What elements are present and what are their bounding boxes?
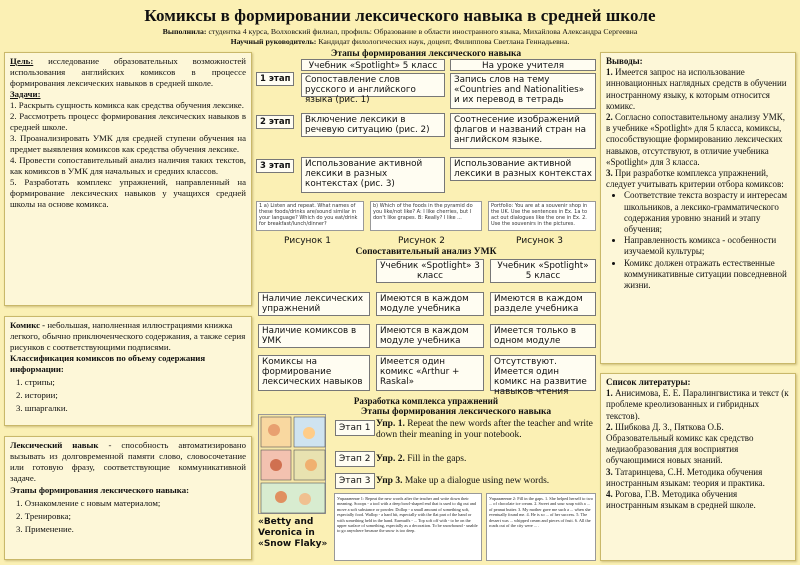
skill-panel bbox=[4, 436, 252, 560]
exercises-subtitle: Этапы формирования лексического навыка bbox=[360, 407, 552, 417]
conclusions-panel bbox=[600, 52, 796, 364]
literature-number: 2. bbox=[606, 421, 613, 432]
comparison-row-label: Наличие комиксов в УМК bbox=[258, 324, 370, 348]
stage-label: 3 этап bbox=[256, 159, 294, 173]
criteria-item: • Направленность комикса - особенности изучаемой культуры; bbox=[624, 235, 790, 257]
stages-col-header: Учебник «Spotlight» 5 класс bbox=[301, 59, 445, 71]
figure-1-caption: Рисунок 1 bbox=[284, 236, 331, 246]
literature-item bbox=[606, 489, 790, 511]
literature-text: Шибкова Д. З., Пяткова О.Б. Образовательный комикс как средство медиаобразования для восприятия обучающимися новых знаний. bbox=[606, 421, 754, 466]
figure-2-image: b) Which of the foods in the pyramid do you like/not like? A: I like cherries, but I don't like grapes. B: Really? I like ... bbox=[370, 201, 482, 231]
exercise-stage-label: Этап 2 bbox=[335, 451, 375, 467]
literature-text: Татаринцева, С.Н. Методика обучения иностранным языкам: теория и практика. bbox=[606, 466, 765, 488]
stage-label: 1 этап bbox=[256, 72, 294, 86]
task-item: 4. Провести сопоставительный анализ наличия таких текстов, как комиксов в УМК для начальных и средних классов. bbox=[10, 155, 246, 176]
exercise-2-sheet: Упражнение 2: Fill in the gaps. 1. She helped herself to two ... of chocolate ice cream. 2. Sweet and sour soup with a ... of peanut butter. 3. My mother gave me such a ... when she eventually found me. 4. He is so ... of her success. 5. The dessert was ... whipped cream and pieces of fruit. 6. All the roads out of the city were ... . bbox=[486, 493, 596, 561]
comparison-row-label: Комиксы на формирование лексических навыков bbox=[258, 355, 370, 391]
exercise-stage-label: Этап 3 bbox=[335, 473, 375, 489]
tasks-label: Задачи: bbox=[10, 89, 41, 99]
class-item: 1. стрипы; bbox=[16, 377, 55, 387]
supervisor-label: Научный руководитель: bbox=[230, 37, 317, 46]
task-item: 2. Рассмотреть процесс формирования лексических навыков в средней школе. bbox=[10, 111, 246, 132]
comparison-col-header: Учебник «Spotlight» 5 класс bbox=[490, 259, 596, 283]
author-label: Выполнила: bbox=[162, 27, 207, 36]
figure-2-caption: Рисунок 2 bbox=[398, 236, 445, 246]
stages-cell: Использование активной лексики в разных контекстах bbox=[450, 157, 596, 181]
exercise-text: Fill in the gaps. bbox=[407, 454, 467, 464]
author-line bbox=[0, 27, 800, 37]
exercise-text: Make up a dialogue using new words. bbox=[404, 476, 550, 486]
stage-label: 2 этап bbox=[256, 115, 294, 129]
supervisor-text: Кандидат филологических наук, доцент, Филиппова Светлана Геннадьевна. bbox=[318, 37, 570, 46]
exercise-stage-label: Этап 1 bbox=[335, 420, 375, 436]
literature-item bbox=[606, 388, 790, 422]
conclusion-number: 1. bbox=[606, 67, 613, 78]
exercise-number: Упр. 2. bbox=[376, 454, 405, 464]
exercises-section bbox=[256, 396, 596, 562]
task-item: 1. Раскрыть сущность комикса как средства обучения лексике. bbox=[10, 100, 244, 110]
figure-1-image: 1 a) Listen and repeat. What names of these foods/drinks are/sound similar in your language? Which do you eat/drink for breakfast/lunch/dinner? bbox=[256, 201, 364, 231]
class-item: 3. шпаргалки. bbox=[16, 403, 68, 413]
poster-title: Комиксы в формировании лексического навыка в средней школе bbox=[144, 6, 656, 25]
conclusion-text: Имеется запрос на использование инновационных наглядных средств в обучении иностранному языку, к которым относится комикс. bbox=[606, 67, 787, 111]
conclusions-title: Выводы: bbox=[606, 56, 643, 66]
exercise-stage-text bbox=[376, 476, 596, 487]
comic-text: небольшая, наполненная иллюстрациями книжка легкого, обычно приключенческого содержания, а также серия рисунков с соответствующими подписями. bbox=[10, 320, 246, 352]
stages-cell: Сопоставление слов русского и английского языка (рис. 1) bbox=[301, 73, 445, 97]
skill-stage-item: 1. Ознакомление с новым материалом; bbox=[16, 498, 161, 508]
conclusion-number: 3. bbox=[606, 168, 613, 179]
literature-number: 4. bbox=[606, 489, 613, 500]
goal-label: Цель: bbox=[10, 56, 34, 66]
task-item: 5. Разработать комплекс упражнений, направленный на формирование лексических навыков у учащихся средней школы на основе комикса. bbox=[10, 177, 246, 209]
exercise-text: Repeat the new words after the teacher and write down their meaning in your notebook. bbox=[376, 419, 593, 440]
figure-3-caption: Рисунок 3 bbox=[516, 236, 563, 246]
criteria-item: • Соответствие текста возрасту и интересам школьников, а лексико-грамматического содержания уровню знаний и этапу обучения; bbox=[624, 190, 790, 235]
literature-item bbox=[606, 467, 790, 489]
comic-strip-icon bbox=[259, 415, 327, 515]
exercise-1-sheet: Упражнение 1: Repeat the new words after the teacher and write down their meaning. Scoops - a tool with a deep bowl-shaped end that is used to dig out and move a soft substance or powder. Dollop - a small amount of something soft, especially food. Wallop - a hard hit, especially with the flat part of the hand or with something held in the hand. Earmuffs - ... Top soft off with - to be on the upper surface of something, especially as a decoration. To be snowbound - unable to go anywhere because the snow is too deep. bbox=[334, 493, 482, 561]
conclusion-text: Согласно сопоставительному анализу УМК, в учебнике «Spotlight» для 5 класса, комиксы, способствующие формированию лексических навыков, отсутствуют, в отличие учебника «Spotlight» для 3 класса. bbox=[606, 112, 785, 167]
conclusion-number: 2. bbox=[606, 112, 613, 123]
conclusion-item bbox=[606, 112, 790, 168]
skill-text: - способность автоматизировано вызывать из долговременной памяти слово, словосочетание или готовую фразу, соответствующие коммуникативной задаче. bbox=[10, 440, 246, 483]
comparison-cell: Имеется только в одном модуле bbox=[490, 324, 596, 348]
skill-label: Лексический навык bbox=[10, 440, 99, 450]
criteria-item: • Комикс должен отражать естественные коммуникативные ситуации повседневной жизни. bbox=[624, 258, 790, 292]
goal-panel bbox=[4, 52, 252, 306]
comic-title: «Betty and Veronica in «Snow Flaky» bbox=[258, 517, 328, 549]
exercise-number: Упр. 1. bbox=[376, 419, 405, 429]
supervisor-line bbox=[0, 37, 800, 47]
literature-text: Анисимова, Е. Е. Паралингвистика и текст (к проблеме креолизованных и гибридных текстов). bbox=[606, 388, 789, 421]
exercise-stage-text bbox=[376, 419, 596, 441]
comic-label: Комикс - bbox=[10, 320, 46, 330]
classification-label: Классификация комиксов по объему содержания информации: bbox=[10, 353, 206, 374]
exercise-stage-text bbox=[376, 454, 596, 465]
middle-top bbox=[256, 49, 596, 399]
comic-panel bbox=[4, 316, 252, 426]
stages-cell: Запись слов на тему «Countries and Nationalities» и их перевод в тетрадь bbox=[450, 73, 596, 109]
comic-image bbox=[258, 414, 326, 514]
conclusion-item bbox=[606, 67, 790, 112]
literature-text: Рогова, Г.В. Методика обучения иностранным языкам в средней школе. bbox=[606, 489, 756, 511]
criteria-list bbox=[606, 190, 790, 291]
comparison-cell: Имеются в каждом модуле учебника bbox=[376, 324, 484, 348]
comparison-cell: Имеются в каждом модуле учебника bbox=[376, 292, 484, 316]
literature-item bbox=[606, 422, 790, 467]
stages-col-header: На уроке учителя bbox=[450, 59, 596, 71]
conclusion-text: При разработке комплекса упражнений, следует учитывать критерии отбора комиксов: bbox=[606, 168, 784, 190]
comparison-title: Сопоставительный анализ УМК bbox=[355, 247, 497, 257]
literature-number: 3. bbox=[606, 466, 613, 477]
literature-title: Список литературы: bbox=[606, 377, 691, 387]
stages-cell: Использование активной лексики в разных контекстах (рис. 3) bbox=[301, 157, 445, 193]
skill-stage-item: 3. Применение. bbox=[16, 524, 74, 534]
comparison-cell: Имеются в каждом разделе учебника bbox=[490, 292, 596, 316]
comparison-row-label: Наличие лексических упражнений bbox=[258, 292, 370, 316]
exercises-title: Разработка комплекса упражнений bbox=[353, 396, 499, 406]
author-text: студентка 4 курса, Волховский филиал, профиль: Образование в области иностранного языка, Михайлова Александра Сергеевна bbox=[208, 27, 638, 36]
goal-text: исследование образовательных возможностей использования английских комиксов в процессе формирования лексических навыков в средней школе. bbox=[10, 56, 246, 88]
comparison-col-header: Учебник «Spotlight» 3 класс bbox=[376, 259, 484, 283]
class-item: 2. истории; bbox=[16, 390, 58, 400]
comparison-cell: Имеется один комикс «Arthur + Raskal» bbox=[376, 355, 484, 391]
skill-stages-label: Этапы формирования лексического навыка: bbox=[10, 485, 190, 495]
literature-panel bbox=[600, 373, 796, 561]
exercise-number: Упр 3. bbox=[376, 476, 403, 486]
task-item: 3. Проанализировать УМК для средней ступени обучения на предмет выявления комиксов как средства обучения лексике. bbox=[10, 133, 246, 154]
skill-stage-item: 2. Тренировка; bbox=[16, 511, 71, 521]
stages-table-title: Этапы формирования лексического навыка bbox=[330, 49, 522, 59]
figure-3-image: Portfolio: You are at a souvenir shop in the UK. Use the sentences in Ex. 1a to act out dialogues like the one in Ex. 2. Use the souvenirs in the pictures. bbox=[488, 201, 596, 231]
comparison-cell: Отсутствуют. Имеется один комикс на развитие навыков чтения bbox=[490, 355, 596, 391]
conclusion-item bbox=[606, 168, 790, 190]
stages-cell: Включение лексики в речевую ситуацию (рис. 2) bbox=[301, 113, 445, 137]
literature-number: 1. bbox=[606, 388, 613, 399]
stages-cell: Соотнесение изображений флагов и названий стран на английском языке. bbox=[450, 113, 596, 149]
